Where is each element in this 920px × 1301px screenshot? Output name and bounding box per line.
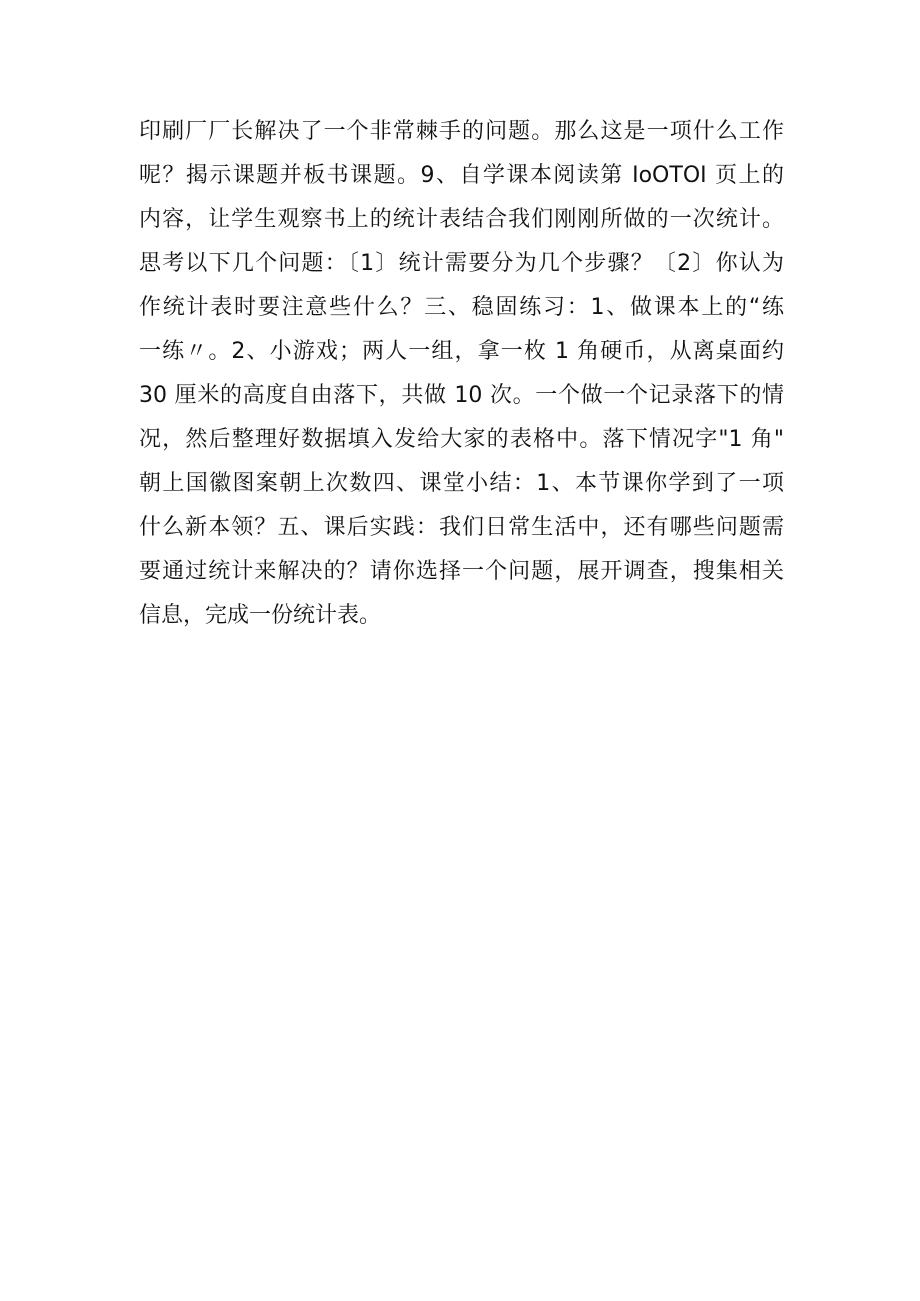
body-text: [139, 110, 799, 638]
text-line-7: 30 厘米的高度自由落下，共做 10 次。一个做一个记录落下的情: [139, 383, 784, 408]
text-line-11: 要通过统计来解决的？请你选择一个问题，展开调查，搜集相关: [139, 559, 784, 584]
text-line-5: 作统计表时要注意些什么？三、稳固练习：1、做课本上的“练: [139, 295, 784, 320]
text-line-2: 呢？揭示课题并板书课题。9、自学课本阅读第 IoOTOI 页上的: [139, 163, 784, 188]
text-line-3: 内容，让学生观察书上的统计表结合我们刚刚所做的一次统计。: [139, 207, 784, 232]
text-line-6: 一练〃。2、小游戏；两人一组，拿一枚 1 角硬币，从离桌面约: [139, 339, 784, 364]
text-line-4: 思考以下几个问题：〔1〕统计需要分为几个步骤？〔2〕你认为: [139, 251, 784, 276]
text-line-1: 印刷厂厂长解决了一个非常棘手的问题。那么这是一项什么工作: [139, 119, 784, 144]
text-line-9: 朝上国徽图案朝上次数四、课堂小结：1、本节课你学到了一项: [139, 471, 784, 496]
text-line-12: 信息，完成一份统计表。: [139, 603, 382, 628]
text-line-8: 况，然后整理好数据填入发给大家的表格中。落下情况字"1 角": [139, 427, 784, 452]
text-line-10: 什么新本领？五、课后实践：我们日常生活中，还有哪些问题需: [139, 515, 784, 540]
